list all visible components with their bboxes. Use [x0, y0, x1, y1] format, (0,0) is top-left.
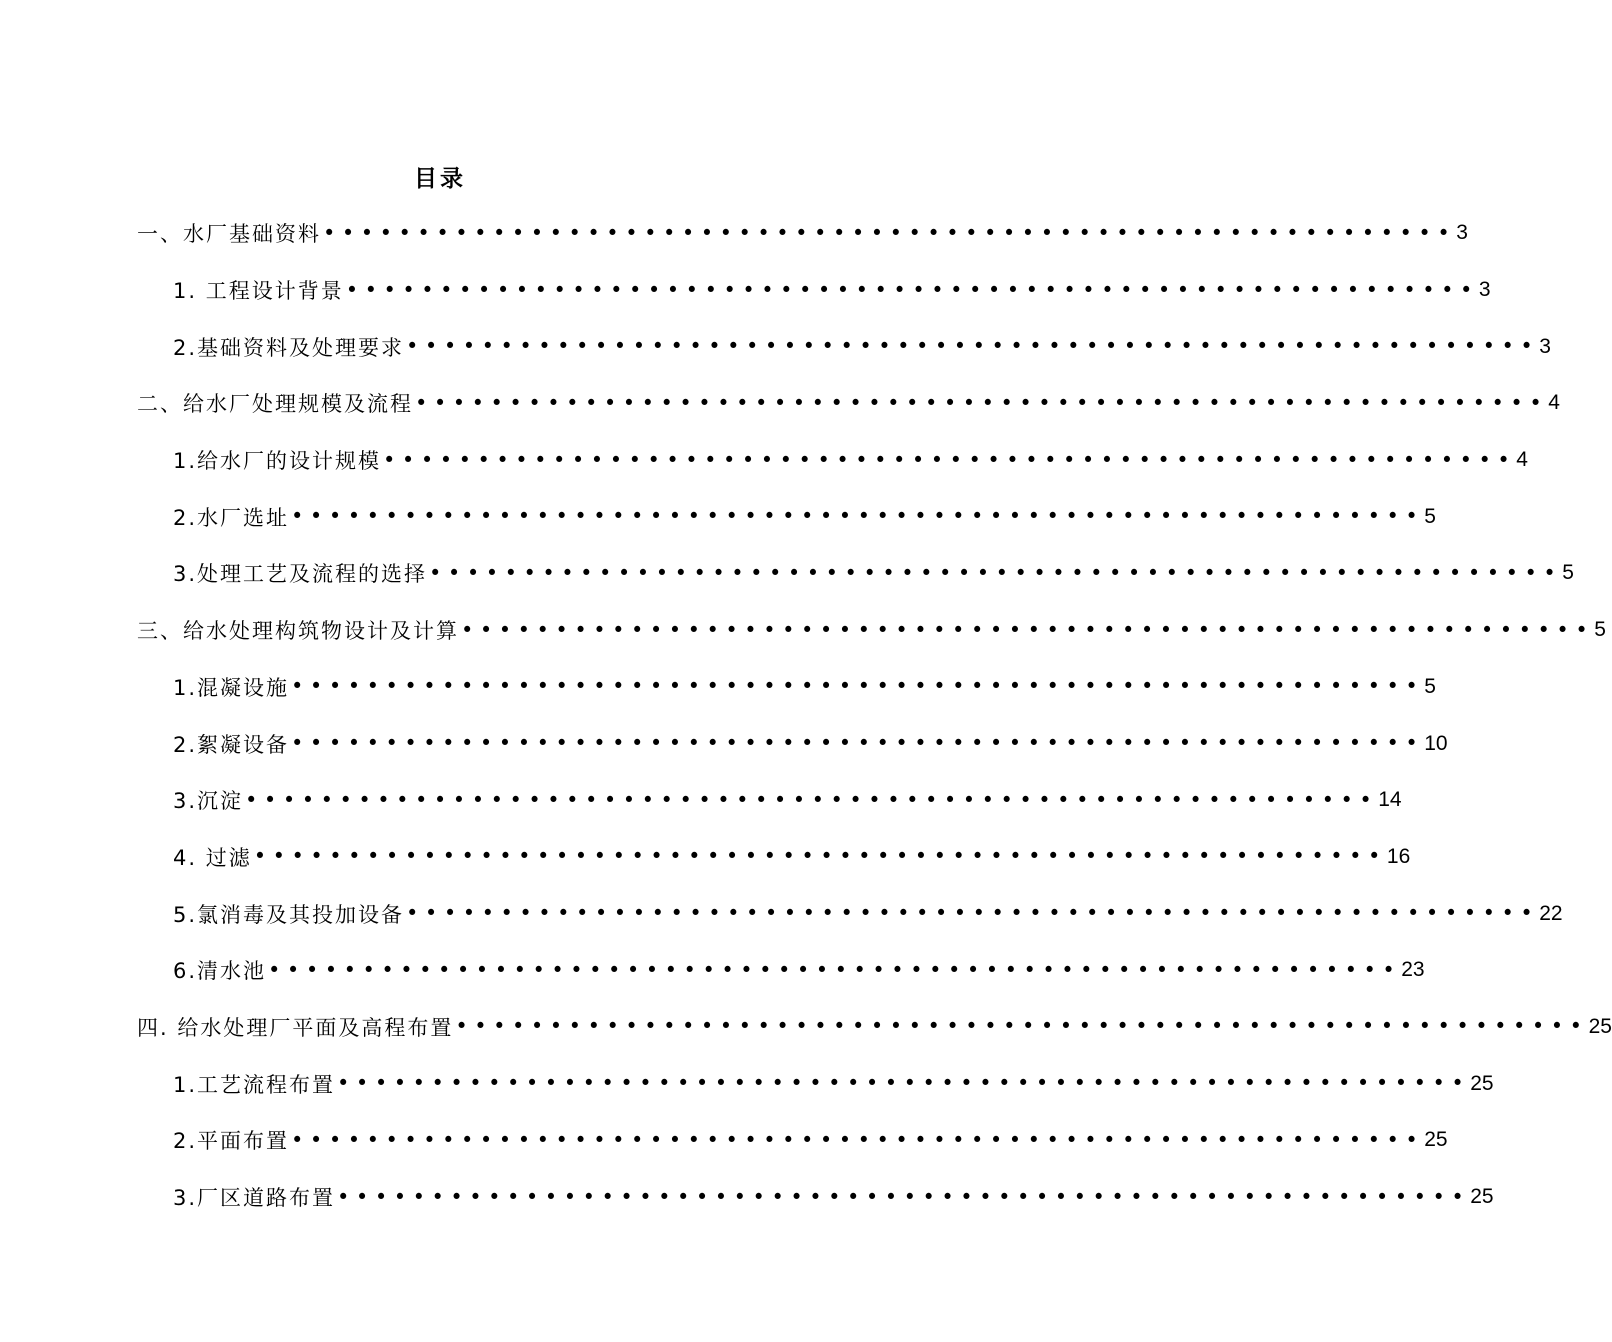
toc-entry-label: 1.给水厂的设计规模 — [173, 445, 383, 475]
toc-entry-page-number: 3 — [1478, 278, 1491, 302]
toc-entry-page-number: 25 — [1424, 1128, 1448, 1152]
toc-leader-dots: •••••••••••••••••••••••••••••••••••••••••••••••••••••••••••• — [406, 901, 1540, 926]
toc-entry-page-number: 25 — [1470, 1185, 1494, 1209]
toc-entry[interactable] — [0, 1112, 1448, 1169]
toc-entry[interactable] — [0, 488, 1436, 545]
toc-entry-label: 三、给水处理构筑物设计及计算 — [137, 615, 461, 645]
toc-entry[interactable] — [0, 602, 1606, 659]
toc-entry-label: 4. 过滤 — [173, 842, 254, 872]
toc-entry-page-number: 16 — [1386, 844, 1411, 868]
toc-leader-dots: •••••••••••••••••••••••••••••••••••••••••••••••••••••••••••• — [345, 277, 1479, 302]
toc-leader-dots: •••••••••••••••••••••••••••••••••••••••••••••••••••••••••••• — [406, 334, 1540, 359]
toc-leader-dots: •••••••••••••••••••••••••••••••••••••••••••••••••••••••••••• — [429, 560, 1563, 585]
toc-entry[interactable] — [0, 432, 1528, 489]
toc-entry-label: 6.清水池 — [173, 955, 268, 985]
toc-entry-page-number: 22 — [1539, 901, 1563, 925]
toc-entry[interactable] — [0, 1169, 1494, 1226]
toc-entry[interactable] — [0, 999, 1612, 1056]
toc-entry-page-number: 4 — [1548, 391, 1560, 415]
toc-entry-label: 3.厂区道路布置 — [173, 1182, 337, 1212]
toc-entry-label: 3.沉淀 — [173, 785, 245, 815]
toc-entry[interactable] — [0, 262, 1491, 319]
toc-entry-label: 一、水厂基础资料 — [137, 218, 323, 248]
toc-entry-label: 1.混凝设施 — [173, 672, 291, 702]
toc-leader-dots: •••••••••••••••••••••••••••••••••••••••••••••••••••••••••••• — [461, 617, 1595, 642]
toc-entry[interactable] — [0, 545, 1574, 602]
toc-title: 目录 — [414, 166, 466, 192]
toc-entry-label: 四. 给水处理厂平面及高程布置 — [137, 1012, 455, 1042]
toc-entry[interactable] — [0, 205, 1468, 262]
toc-leader-dots: •••••••••••••••••••••••••••••••••••••••••••••••••••••••••••• — [337, 1184, 1471, 1209]
toc-list — [0, 205, 1612, 1225]
toc-entry-label: 2.基础资料及处理要求 — [173, 332, 406, 362]
toc-entry-page-number: 3 — [1456, 221, 1468, 245]
toc-entry[interactable] — [0, 375, 1560, 432]
toc-entry-label: 3.处理工艺及流程的选择 — [173, 558, 429, 588]
toc-entry[interactable] — [0, 715, 1448, 772]
toc-leader-dots: •••••••••••••••••••••••••••••••••••••••••••••••••••••••••••• — [291, 504, 1425, 529]
toc-leader-dots: •••••••••••••••••••••••••••••••••••••••••••••••••••••••••••• — [323, 220, 1457, 245]
toc-leader-dots: •••••••••••••••••••••••••••••••••••••••••••••••••••••••••••• — [383, 447, 1517, 472]
toc-entry[interactable] — [0, 829, 1411, 886]
toc-leader-dots: •••••••••••••••••••••••••••••••••••••••••••••••••••••••••••• — [415, 390, 1549, 415]
toc-leader-dots: •••••••••••••••••••••••••••••••••••••••••••••••••••••••••••• — [337, 1071, 1471, 1096]
toc-leader-dots: •••••••••••••••••••••••••••••••••••••••••••••••••••••••••••• — [268, 957, 1402, 982]
toc-entry-page-number: 25 — [1470, 1071, 1494, 1095]
toc-entry-page-number: 10 — [1424, 731, 1448, 755]
toc-leader-dots: •••••••••••••••••••••••••••••••••••••••••••••••••••••••••••• — [253, 844, 1387, 869]
toc-entry-page-number: 5 — [1424, 674, 1436, 698]
toc-entry-page-number: 4 — [1516, 448, 1528, 472]
toc-entry[interactable] — [0, 659, 1436, 716]
toc-entry-label: 2.平面布置 — [173, 1125, 291, 1155]
toc-entry-label: 2.水厂选址 — [173, 502, 291, 532]
toc-entry[interactable] — [0, 1055, 1494, 1112]
toc-leader-dots: •••••••••••••••••••••••••••••••••••••••••••••••••••••••••••• — [291, 1127, 1425, 1152]
toc-leader-dots: •••••••••••••••••••••••••••••••••••••••••••••••••••••••••••• — [291, 731, 1425, 756]
toc-leader-dots: •••••••••••••••••••••••••••••••••••••••••••••••••••••••••••• — [455, 1014, 1589, 1039]
toc-entry-page-number: 5 — [1594, 618, 1606, 642]
toc-entry-label: 2.絮凝设备 — [173, 729, 291, 759]
toc-entry-page-number: 3 — [1539, 334, 1551, 358]
toc-entry-label: 1.工艺流程布置 — [173, 1069, 337, 1099]
toc-leader-dots: •••••••••••••••••••••••••••••••••••••••••••••••••••••••••••• — [245, 787, 1379, 812]
toc-entry-page-number: 5 — [1424, 504, 1436, 528]
toc-entry-page-number: 23 — [1401, 958, 1425, 982]
toc-entry-page-number: 14 — [1378, 788, 1402, 812]
toc-entry[interactable] — [0, 772, 1402, 829]
toc-entry[interactable] — [0, 885, 1563, 942]
toc-entry-label: 二、给水厂处理规模及流程 — [137, 388, 415, 418]
toc-entry[interactable] — [0, 318, 1551, 375]
toc-entry-page-number: 25 — [1588, 1014, 1612, 1038]
toc-entry-page-number: 5 — [1562, 561, 1574, 585]
toc-entry[interactable] — [0, 942, 1425, 999]
toc-leader-dots: •••••••••••••••••••••••••••••••••••••••••••••••••••••••••••• — [291, 674, 1425, 699]
toc-entry-label: 1. 工程设计背景 — [173, 275, 346, 305]
toc-entry-label: 5.氯消毒及其投加设备 — [173, 899, 406, 929]
